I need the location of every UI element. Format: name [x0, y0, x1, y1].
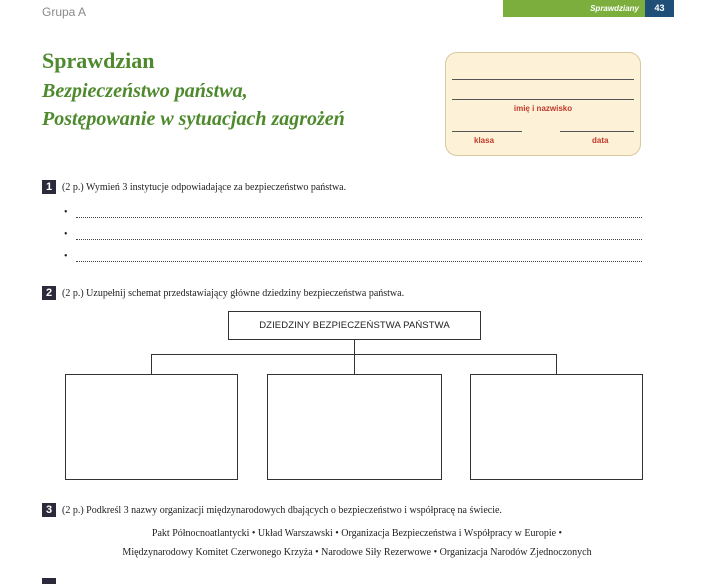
name-line-2[interactable] [452, 99, 634, 100]
schema-answer-box-2[interactable] [267, 374, 442, 480]
schema-answer-box-1[interactable] [65, 374, 238, 480]
answer-line-3[interactable] [76, 261, 642, 262]
answer-bullet: • [64, 251, 68, 262]
subtitle-line-2: Postępowanie w sytuacjach zagrożeń [42, 108, 345, 130]
answer-bullet: • [64, 229, 68, 240]
name-label: imię i nazwisko [513, 104, 573, 113]
question-3-text: (2 p.) Podkreśl 3 nazwy organizacji międzynarodowych dbających o bezpieczeństwo i współpracę na świecie. [62, 505, 502, 516]
answer-line-1[interactable] [76, 217, 642, 218]
question-1-text: (2 p.) Wymień 3 instytucje odpowiadające za bezpieczeństwo państwa. [62, 182, 347, 193]
next-question-marker [42, 578, 56, 584]
group-label: Grupa A [42, 5, 87, 19]
subtitle-line-1: Bezpieczeństwo państwa, [42, 80, 248, 102]
answer-line-2[interactable] [76, 239, 642, 240]
page-number: 43 [645, 0, 674, 17]
schema-connector [556, 354, 557, 374]
section-tag-label: Sprawdziany [503, 0, 645, 17]
question-1-number: 1 [42, 180, 56, 194]
organizations-line-2[interactable]: Międzynarodowy Komitet Czerwonego Krzyża • Narodowe Siły Rezerwowe • Organizacja Narodów Zjednoczonych [122, 547, 592, 558]
date-line[interactable] [560, 131, 634, 132]
schema-title-box: DZIEDZINY BEZPIECZEŃSTWA PAŃSTWA [228, 311, 481, 340]
section-tag [503, 0, 674, 17]
date-label: data [592, 136, 609, 145]
schema-connector [354, 340, 355, 374]
student-info-box [445, 52, 641, 156]
answer-bullet: • [64, 207, 68, 218]
question-3-number: 3 [42, 503, 56, 517]
organizations-line-1[interactable]: Pakt Północnoatlantycki • Układ Warszawski • Organizacja Bezpieczeństwa i Współpracy w Europie • [151, 528, 563, 539]
page-title: Sprawdzian [42, 48, 155, 73]
question-2-number: 2 [42, 286, 56, 300]
name-line-1 [452, 79, 634, 80]
question-2-text: (2 p.) Uzupełnij schemat przedstawiający główne dziedziny bezpieczeństwa państwa. [62, 288, 405, 299]
schema-answer-box-3[interactable] [470, 374, 643, 480]
class-label: klasa [474, 136, 495, 145]
class-line[interactable] [452, 131, 522, 132]
schema-connector [151, 354, 152, 374]
